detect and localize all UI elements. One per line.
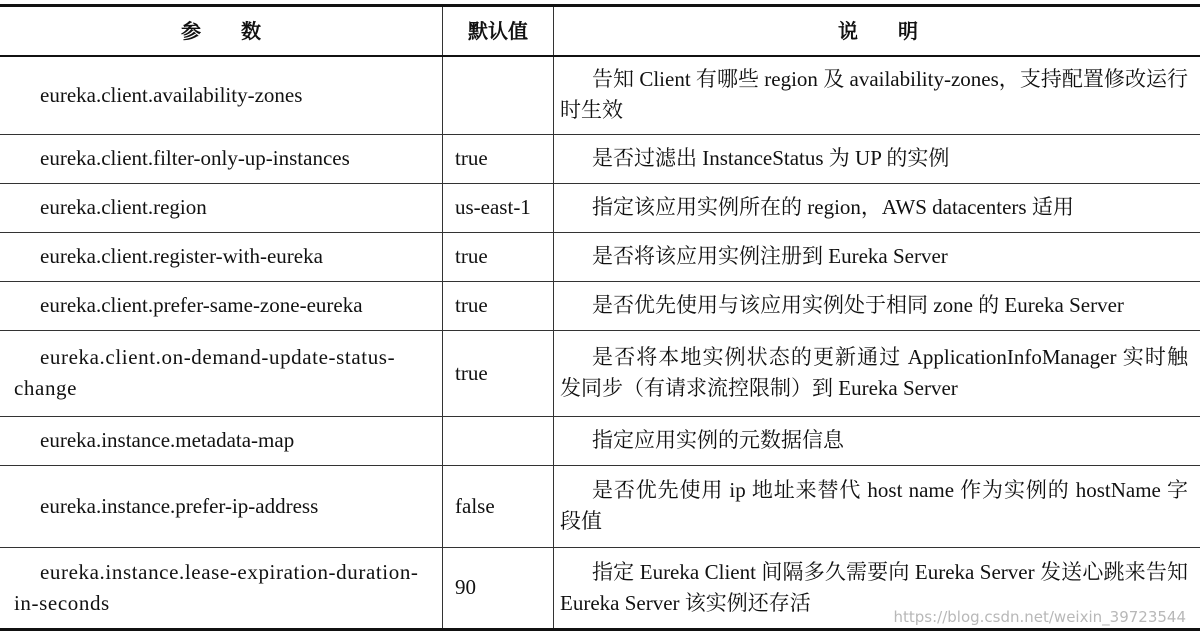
- table-row: [0, 56, 1200, 134]
- table-row: [0, 232, 1200, 281]
- param-cell: eureka.client.prefer-same-zone-eureka: [0, 281, 443, 330]
- description-cell: 告知 Client 有哪些 region 及 availability-zones，支持配置修改运行时生效: [554, 56, 1200, 134]
- table-row: [0, 281, 1200, 330]
- default-cell: true: [443, 330, 554, 416]
- description-cell: 是否过滤出 InstanceStatus 为 UP 的实例: [554, 134, 1200, 183]
- table-row: [0, 416, 1200, 465]
- header-row: [0, 6, 1200, 57]
- default-cell: true: [443, 281, 554, 330]
- header-param: 参 数: [0, 6, 443, 57]
- watermark: https://blog.csdn.net/weixin_39723544: [893, 608, 1186, 626]
- default-cell: us-east-1: [443, 183, 554, 232]
- default-cell: true: [443, 232, 554, 281]
- description-cell: 是否优先使用与该应用实例处于相同 zone 的 Eureka Server: [554, 281, 1200, 330]
- param-cell: eureka.client.availability-zones: [0, 56, 443, 134]
- param-cell: eureka.instance.prefer-ip-address: [0, 465, 443, 547]
- param-cell: eureka.instance.lease-expiration-duration-in-seconds: [0, 547, 443, 629]
- header-default: 默认值: [443, 6, 554, 57]
- table-row: [0, 134, 1200, 183]
- description-cell: 是否将本地实例状态的更新通过 ApplicationInfoManager 实时触发同步（有请求流控限制）到 Eureka Server: [554, 330, 1200, 416]
- param-cell: eureka.instance.metadata-map: [0, 416, 443, 465]
- config-table: [0, 4, 1200, 631]
- default-cell: [443, 416, 554, 465]
- default-cell: [443, 56, 554, 134]
- default-cell: true: [443, 134, 554, 183]
- default-cell: false: [443, 465, 554, 547]
- description-cell: 指定该应用实例所在的 region，AWS datacenters 适用: [554, 183, 1200, 232]
- param-cell: eureka.client.register-with-eureka: [0, 232, 443, 281]
- default-cell: 90: [443, 547, 554, 629]
- description-cell: 是否将该应用实例注册到 Eureka Server: [554, 232, 1200, 281]
- description-cell: 是否优先使用 ip 地址来替代 host name 作为实例的 hostName 字段值: [554, 465, 1200, 547]
- table-row: [0, 183, 1200, 232]
- param-cell: eureka.client.filter-only-up-instances: [0, 134, 443, 183]
- param-cell: eureka.client.region: [0, 183, 443, 232]
- table-row: [0, 330, 1200, 416]
- table-row: [0, 465, 1200, 547]
- param-cell: eureka.client.on-demand-update-status-change: [0, 330, 443, 416]
- header-description: 说 明: [554, 6, 1200, 57]
- description-cell: 指定 Eureka Client 间隔多久需要向 Eureka Server 发送心跳来告知 Eureka Server 该实例还存活: [554, 547, 1200, 629]
- description-cell: 指定应用实例的元数据信息: [554, 416, 1200, 465]
